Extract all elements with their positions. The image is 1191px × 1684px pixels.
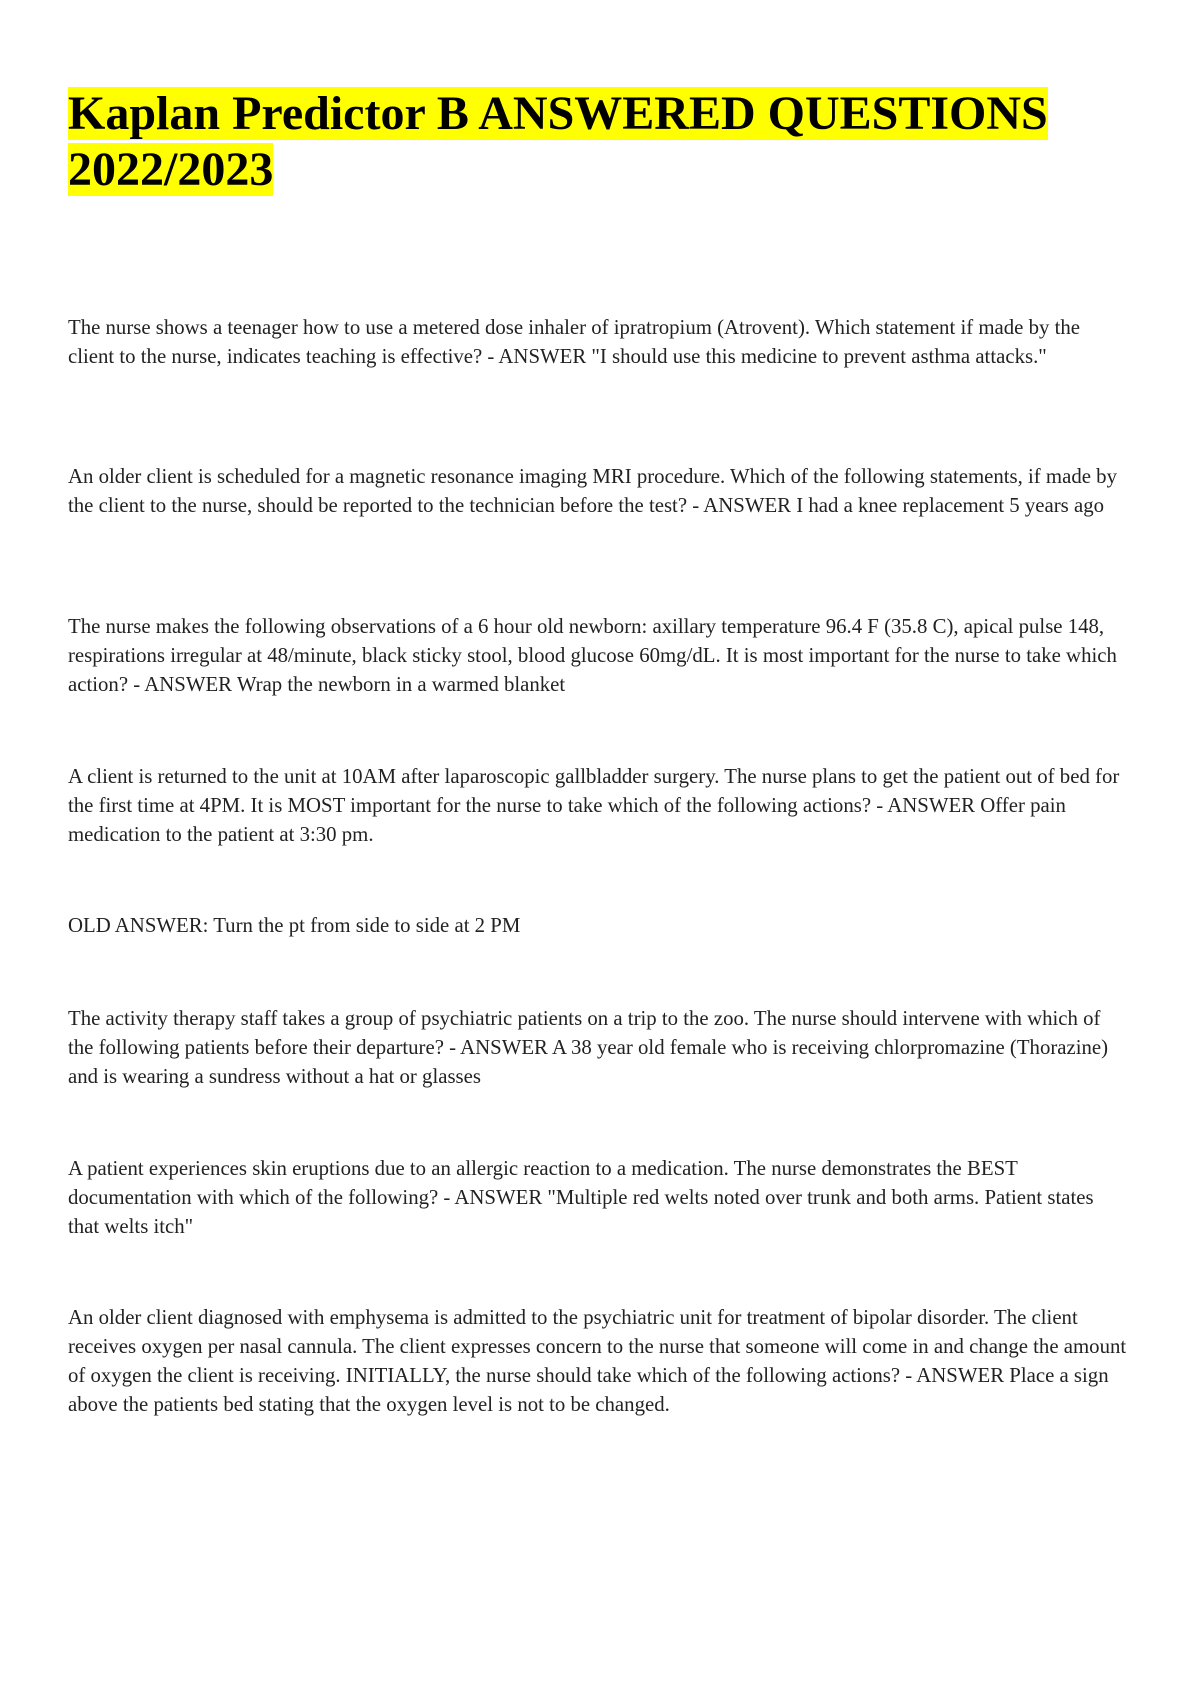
old-answer-note: OLD ANSWER: Turn the pt from side to side at 2 PM: [68, 914, 521, 937]
question-paragraph-3: The nurse makes the following observations of a 6 hour old newborn: axillary temperature 96.4 F (35.8 C), apical pulse 148, respirations irregular at 48/minute, black sticky stool, blood glucose 60mg/dL. It is most important for the nurse to take which action? - ANSWER Wrap the newborn in a warmed blanket: [68, 615, 1117, 696]
question-paragraph-5: The activity therapy staff takes a group of psychiatric patients on a trip to the zoo. The nurse should intervene with which of the following patients before their departure? - ANSWER A 38 year old female who is receiving chlorpromazine (Thorazine) and is wearing a sundress without a hat or glasses: [68, 1007, 1109, 1088]
title-highlight: Kaplan Predictor B ANSWERED QUESTIONS 2022/2023: [68, 87, 1048, 196]
question-paragraph-4: A client is returned to the unit at 10AM after laparoscopic gallbladder surgery. The nurse plans to get the patient out of bed for the first time at 4PM. It is MOST important for the nurse to take which of the following actions? - ANSWER Offer pain medication to the patient at 3:30 pm.: [68, 765, 1120, 846]
document-title: [68, 86, 1128, 198]
question-paragraph-6: A patient experiences skin eruptions due to an allergic reaction to a medication. The nurse demonstrates the BEST documentation with which of the following? - ANSWER "Multiple red welts noted over trunk and both arms. Patient states that welts itch": [68, 1157, 1094, 1238]
question-paragraph-2: An older client is scheduled for a magnetic resonance imaging MRI procedure. Which of the following statements, if made by the client to the nurse, should be reported to the technician before the test? - ANSWER I had a knee replacement 5 years ago: [68, 465, 1117, 517]
question-paragraph-1: The nurse shows a teenager how to use a metered dose inhaler of ipratropium (Atrovent). Which statement if made by the client to the nurse, indicates teaching is effective? - ANSWER "I should use this medicine to prevent asthma attacks.": [68, 316, 1080, 368]
question-paragraph-7: An older client diagnosed with emphysema is admitted to the psychiatric unit for treatment of bipolar disorder. The client receives oxygen per nasal cannula. The client expresses concern to the nurse that someone will come in and change the amount of oxygen the client is receiving. INITIALLY, the nurse should take which of the following actions? - ANSWER Place a sign above the patients bed stating that the oxygen level is not to be changed.: [68, 1306, 1127, 1416]
